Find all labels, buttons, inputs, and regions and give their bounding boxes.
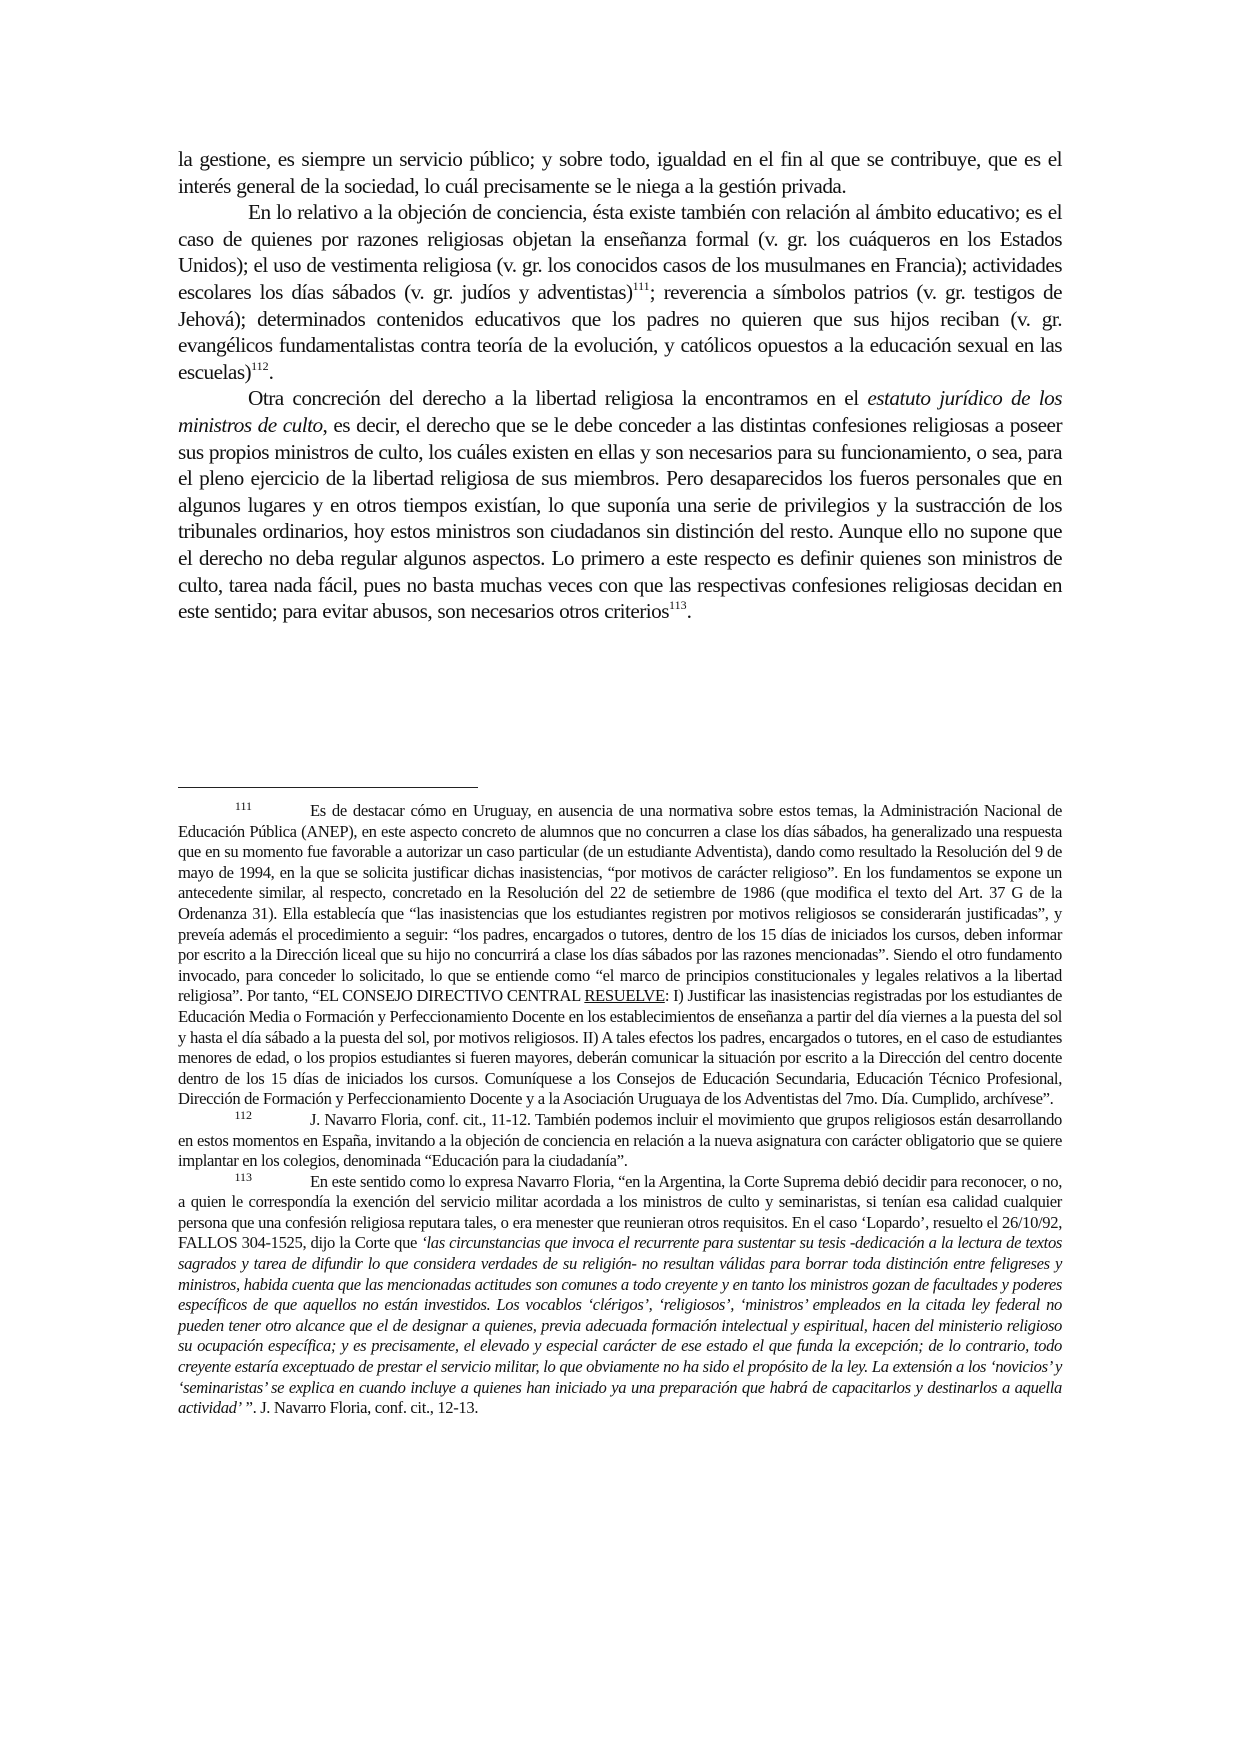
footnote-text: En este sentido como lo expresa Navarro Floria, “en la Argentina, la Corte Suprema debió decidir para reconocer, o no, a quien le correspondía la exención del servicio militar acordada a los ministros de culto y seminaristas, si tenían esa calidad cualquier persona que una confesión religiosa reputara tales, o era menester que reunieran otros requisitos. En el caso ‘Lopardo’, resuelto el 26/10/92, FALLOS 304-1525, dijo la Corte que ‘las circunstancias que invoca el recurrente para sustentar su tesis -dedicación a la lectura de textos sagrados y tarea de difundir lo que considera verdades de su religión- no resultan válidas para borrar toda distinción entre feligreses y ministros, habida cuenta que las mencionadas actitudes son comunes a todo creyente y en tanto los ministros gozan de facultades y poderes específicos de que aquellos no están investidos. Los vocablos ‘clérigos’, ‘religiosos’, ‘ministros’ empleados en la citada ley federal no pueden tener otro alcance que el de designar a quienes, previa adecuada formación intelectual y espiritual, hacen del ministerio religioso su ocupación específica; y es precisamente, el elevado y especial carácter de ese estado el que funda la excepción; de lo contrario, todo creyente estaría exceptuado de prestar el servicio militar, lo que obviamente no ha sido el propósito de la ley. La extensión a los ‘novicios’ y ‘seminaristas’ se explica en cuando incluye a quienes han iniciado ya una preparación que habrá de capacitarlos y destinarlos a aquella actividad’ ”. J. Navarro Floria, conf. cit., 12-13. — [178, 1171, 1062, 1418]
paragraph: la gestione, es siempre un servicio público; y sobre todo, igualdad en el fin al que se contribuye, que es el interés general de la sociedad, lo cuál precisamente se le niega a la gestión privada. — [178, 147, 1062, 198]
body-text — [178, 146, 1062, 625]
footnote-reference-112[interactable]: 112 — [251, 358, 269, 373]
footnote-text: Es de destacar cómo en Uruguay, en ausencia de una normativa sobre estos temas, la Administración Nacional de Educación Pública (ANEP), en este aspecto concreto de alumnos que no concurren a clase los días sábados, ha generalizado una respuesta que en su momento fue favorable a autorizar un caso particular (de un estudiante Adventista), dando como resultado la Resolución del 9 de mayo de 1994, en la que se solicita justificar dichas inasistencias, “por motivos de carácter religioso”. En los fundamentos se expone un antecedente similar, al respecto, concretado en la Resolución del 22 de setiembre de 1986 (que modifica el texto del Art. 37 G de la Ordenanza 31). Ella establecía que “las inasistencias que los estudiantes registren por motivos religiosos se considerarán justificadas”, y preveía además el procedimiento a seguir: “los padres, encargados o tutores, dentro de los 15 días de iniciados los cursos, deben informar por escrito a la Dirección liceal que su hijo no concurrirá a clase los días sábados por las razones mencionadas”. Siendo el otro fundamento invocado, para conceder lo solicitado, lo que se entiende como “el marco de principios constitucionales y legales relativos a la libertad religiosa”. Por tanto, “EL CONSEJO DIRECTIVO CENTRAL RESUELVE: I) Justificar las inasistencias registradas por los estudiantes de Educación Media o Formación y Perfeccionamiento Docente en los establecimientos de enseñanza a partir del día viernes a la puesta del sol y hasta el día sábado a la puesta del sol, por motivos religiosos. II) A tales efectos los padres, encargados o tutores, en el caso de estudiantes menores de edad, o los propios estudiantes si fueren mayores, deberán comunicar la situación por escrito a la Dirección del centro docente dentro de los 15 días de iniciados los cursos. Comuníquese a los Consejos de Educación Secundaria, Educación Técnico Profesional, Dirección de Formación y Perfeccionamiento Docente y a la Asociación Uruguaya de los Adventistas del 7mo. Día. Cumplido, archívese”. — [178, 801, 1062, 1109]
italic-text: estatuto jurídico de los ministros de culto — [178, 386, 1063, 437]
footnote-112: 112 J. Navarro Floria, conf. cit., 11-12. También podemos incluir el movimiento que grupos religiosos están desarrollando en estos momentos en España, invitando a la objeción de conciencia en relación a la nueva asignatura con carácter obligatorio que se quiere implantar en los colegios, denominada “Educación para la ciudadanía”. — [178, 1107, 1062, 1171]
footnote-111: 111 Es de destacar cómo en Uruguay, en ausencia de una normativa sobre estos temas, la Administración Nacional de Educación Pública (ANEP), en este aspecto concreto de alumnos que no concurren a clase los días sábados, ha generalizado una respuesta que en su momento fue favorable a autorizar un caso particular (de un estudiante Adventista), dando como resultado la Resolución del 9 de mayo de 1994, en la que se solicita justificar dichas inasistencias, “por motivos de carácter religioso”. En los fundamentos se expone un antecedente similar, al respecto, concretado en la Resolución del 22 de setiembre de 1986 (que modifica el texto del Art. 37 G de la Ordenanza 31). Ella establecía que “las inasistencias que los estudiantes registren por motivos religiosos se considerarán justificadas”, y preveía además el procedimiento a seguir: “los padres, encargados o tutores, dentro de los 15 días de iniciados los cursos, deben informar por escrito a la Dirección liceal que su hijo no concurrirá a clase los días sábados por las razones mencionadas”. Siendo el otro fundamento invocado, para conceder lo solicitado, lo que se entiende como “el marco de principios constitucionales y legales relativos a la libertad religiosa”. Por tanto, “EL CONSEJO DIRECTIVO CENTRAL RESUELVE: I) Justificar las inasistencias registradas por los estudiantes de Educación Media o Formación y Perfeccionamiento Docente en los establecimientos de enseñanza a partir del día viernes a la puesta del sol y hasta el día sábado a la puesta del sol, por motivos religiosos. II) A tales efectos los padres, encargados o tutores, en el caso de estudiantes menores de edad, o los propios estudiantes si fueren mayores, deberán comunicar la situación por escrito a la Dirección del centro docente dentro de los 15 días de iniciados los cursos. Comuníquese a los Consejos de Educación Secundaria, Educación Técnico Profesional, Dirección de Formación y Perfeccionamiento Docente y a la Asociación Uruguaya de los Adventistas del 7mo. Día. Cumplido, archívese”. — [178, 799, 1062, 1109]
italic-text: ‘las circunstancias que invoca el recurrente para sustentar su tesis -dedicación a la lectura de textos sagrados y tarea de difundir lo que considera verdades de su religión- no resultan válidas para borrar toda distinción entre feligreses y ministros, habida cuenta que las mencionadas actitudes son comunes a todo creyente y en tanto los ministros gozan de facultades y poderes específicos de que aquellos no están investidos. Los vocablos ‘clérigos’, ‘religiosos’, ‘ministros’ empleados en la citada ley federal no pueden tener otro alcance que el de designar a quienes, previa adecuada formación intelectual y espiritual, hacen del ministerio religioso su ocupación específica; y es precisamente, el elevado y especial carácter de ese estado el que funda la excepción; de lo contrario, todo creyente estaría exceptuado de prestar el servicio militar, lo que obviamente no ha sido el propósito de la ley. La extensión a los ‘novicios’ y ‘seminaristas’ se explica en cuando incluye a quienes han iniciado ya una preparación que habrá de capacitarlos y destinarlos a aquella actividad’ — [178, 1233, 1062, 1418]
footnotes-section — [178, 801, 1062, 1419]
paragraph: En lo relativo a la objeción de conciencia, ésta existe también con relación al ámbito educativo; es el caso de quienes por razones religiosas objetan la enseñanza formal (v. gr. los cuáqueros en los Estados Unidos); el uso de vestimenta religiosa (v. gr. los conocidos casos de los musulmanes en Francia); actividades escolares los días sábados (v. gr. judíos y adventistas)$^{111}$; reverencia a símbolos patrios (v. gr. testigos de Jehová); determinados contenidos educativos que los padres no quieren que sus hijos reciban (v. gr. evangélicos fundamentalistas contra teoría de la evolución, y católicos opuestos a la educación sexual en las escuelas)$^{112}$. — [178, 200, 1062, 384]
footnote-separator — [178, 787, 478, 788]
footnote-reference-111[interactable]: 111 — [632, 278, 650, 293]
document-page — [178, 146, 1062, 625]
underlined-text: RESUELVE — [584, 986, 665, 1006]
footnote-113: 113 En este sentido como lo expresa Navarro Floria, “en la Argentina, la Corte Suprema debió decidir para reconocer, o no, a quien le correspondía la exención del servicio militar acordada a los ministros de culto y seminaristas, si tenían esa calidad cualquier persona que una confesión religiosa reputara tales, o era menester que reunieran otros requisitos. En el caso ‘Lopardo’, resuelto el 26/10/92, FALLOS 304-1525, dijo la Corte que ‘las circunstancias que invoca el recurrente para sustentar su tesis -dedicación a la lectura de textos sagrados y tarea de difundir lo que considera verdades de su religión- no resultan válidas para borrar toda distinción entre feligreses y ministros, habida cuenta que las mencionadas actitudes son comunes a todo creyente y en tanto los ministros gozan de facultades y poderes específicos de que aquellos no están investidos. Los vocablos ‘clérigos’, ‘religiosos’, ‘ministros’ empleados en la citada ley federal no pueden tener otro alcance que el de designar a quienes, previa adecuada formación intelectual y espiritual, hacen del ministerio religioso su ocupación específica; y es precisamente, el elevado y especial carácter de ese estado el que funda la excepción; de lo contrario, todo creyente estaría exceptuado de prestar el servicio militar, lo que obviamente no ha sido el propósito de la ley. La extensión a los ‘novicios’ y ‘seminaristas’ se explica en cuando incluye a quienes han iniciado ya una preparación que habrá de capacitarlos y destinarlos a aquella actividad’ ”. J. Navarro Floria, conf. cit., 12-13. — [178, 1169, 1062, 1418]
footnote-text: J. Navarro Floria, conf. cit., 11-12. También podemos incluir el movimiento que grupos religiosos están desarrollando en estos momentos en España, invitando a la objeción de conciencia en relación a la nueva asignatura con carácter obligatorio que se quiere implantar en los colegios, denominada “Educación para la ciudadanía”. — [178, 1109, 1062, 1171]
paragraph: Otra concreción del derecho a la libertad religiosa la encontramos en el estatuto jurídico de los ministros de culto, es decir, el derecho que se le debe conceder a las distintas confesiones religiosas a poseer sus propios ministros de culto, los cuáles existen en ellas y son necesarios para su funcionamiento, o sea, para el pleno ejercicio de la libertad religiosa de sus miembros. Pero desaparecidos los fueros personales que en algunos lugares y en otros tiempos existían, lo que suponía una serie de privilegios y la sustracción de los tribunales ordinarios, hoy estos ministros son ciudadanos sin distinción del resto. Aunque ello no supone que el derecho no deba regular algunos aspectos. Lo primero a este respecto es definir quienes son ministros de culto, tarea nada fácil, pues no basta muchas veces con que las respectivas confesiones religiosas decidan en este sentido; para evitar abusos, son necesarios otros criterios$^{113}$. — [178, 386, 1063, 624]
footnote-reference-113[interactable]: 113 — [669, 598, 687, 613]
